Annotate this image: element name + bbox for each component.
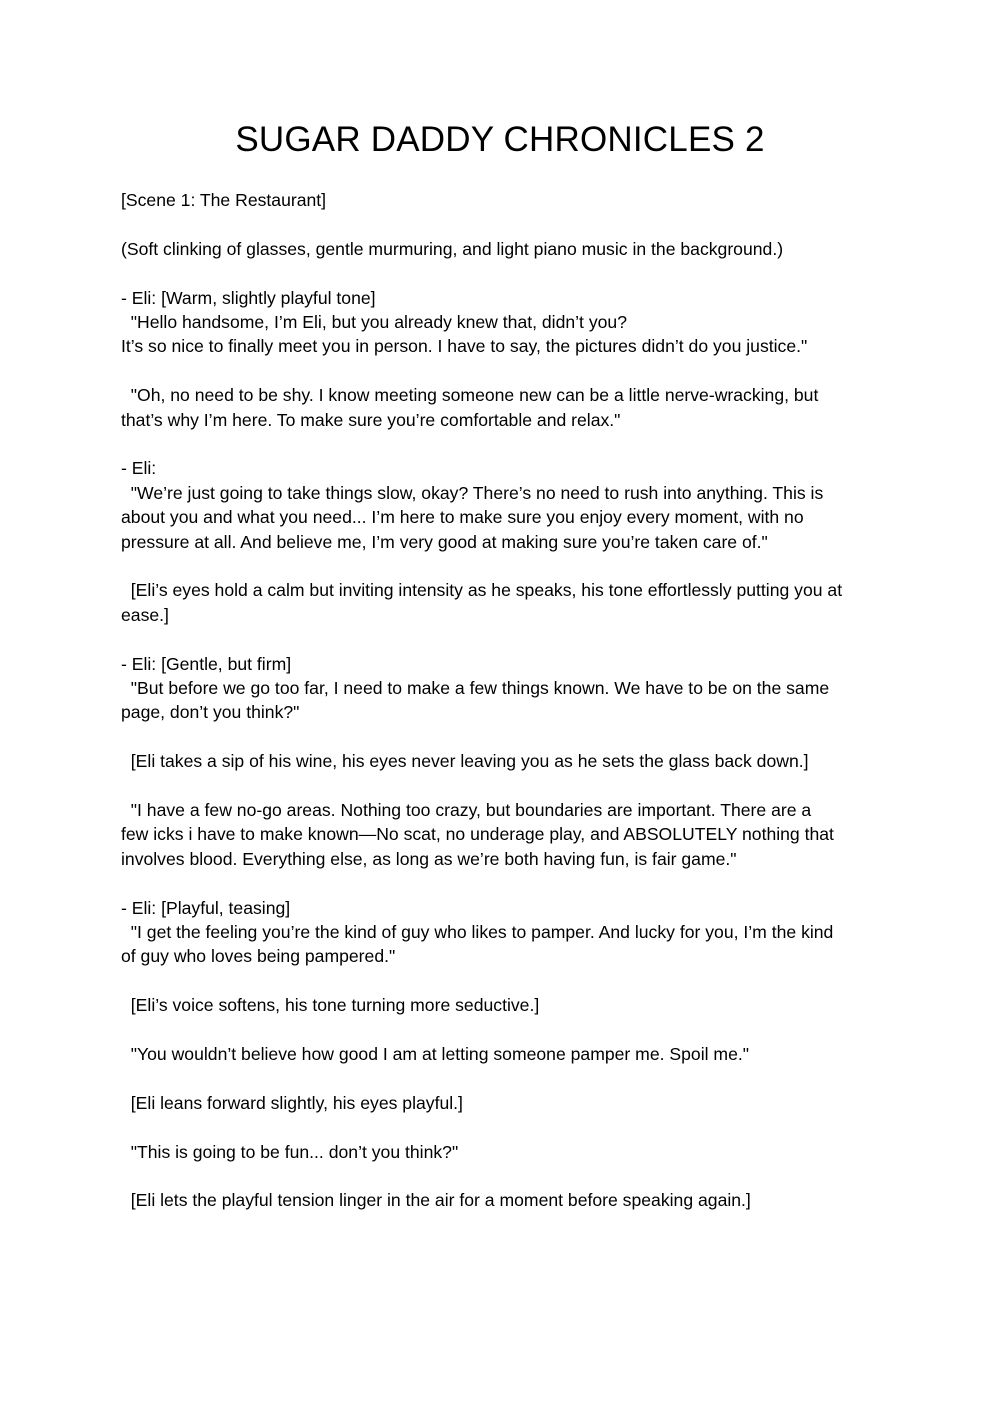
text-line: - Eli: [Gentle, but firm]	[121, 653, 292, 674]
paragraph	[121, 1140, 891, 1164]
paragraph	[121, 652, 891, 725]
text-line: ease.]	[121, 604, 169, 625]
text-line: pressure at all. And believe me, I’m very good at making sure you’re taken care of."	[121, 531, 768, 552]
paragraph	[121, 993, 891, 1017]
paragraph	[121, 286, 891, 359]
text-line: "You wouldn’t believe how good I am at letting someone pamper me. Spoil me."	[121, 1044, 749, 1065]
paragraph	[121, 798, 891, 871]
text-line: "Hello handsome, I’m Eli, but you already knew that, didn’t you?	[121, 312, 627, 332]
text-line: - Eli: [Warm, slightly playful tone]	[121, 287, 376, 308]
paragraph	[121, 188, 891, 212]
text-line: [Eli’s eyes hold a calm but inviting intensity as he speaks, his tone effortlessly putting you at	[121, 580, 843, 601]
text-line: "We’re just going to take things slow, okay? There’s no need to rush into anything. This is	[121, 482, 824, 503]
text-line: "This is going to be fun... don’t you think?"	[121, 1141, 459, 1162]
text-line: "I get the feeling you’re the kind of guy who likes to pamper. And lucky for you, I’m the kind	[121, 922, 834, 943]
text-line: It’s so nice to finally meet you in person. I have to say, the pictures didn’t do you justice."	[121, 336, 808, 357]
text-line: "I have a few no-go areas. Nothing too crazy, but boundaries are important. There are a	[121, 800, 812, 821]
text-line: [Scene 1: The Restaurant]	[121, 190, 327, 210]
paragraph	[121, 383, 891, 432]
paragraph	[121, 1042, 891, 1066]
paragraph	[121, 896, 891, 969]
text-line: [Eli leans forward slightly, his eyes playful.]	[121, 1092, 463, 1113]
paragraph	[121, 1188, 891, 1212]
text-line: that’s why I’m here. To make sure you’re comfortable and relax."	[121, 409, 621, 430]
paragraph	[121, 578, 891, 627]
text-line: few icks i have to make known—No scat, no underage play, and ABSOLUTELY nothing that	[121, 824, 834, 845]
text-line: involves blood. Everything else, as long as we’re both having fun, is fair game."	[121, 848, 737, 869]
text-line: page, don’t you think?"	[121, 702, 300, 723]
text-line: "But before we go too far, I need to make a few things known. We have to be on the same	[121, 678, 830, 699]
text-line: [Eli lets the playful tension linger in the air for a moment before speaking again.]	[121, 1190, 751, 1211]
paragraph	[121, 237, 891, 261]
paragraph	[121, 1091, 891, 1115]
text-line: (Soft clinking of glasses, gentle murmuring, and light piano music in the background.)	[121, 238, 784, 259]
text-line: [Eli takes a sip of his wine, his eyes never leaving you as he sets the glass back down.]	[121, 751, 809, 772]
paragraph	[121, 456, 891, 554]
text-line: "Oh, no need to be shy. I know meeting someone new can be a little nerve-wracking, but	[121, 385, 819, 406]
document-body	[121, 188, 891, 1237]
text-line: - Eli: [Playful, teasing]	[121, 897, 291, 918]
paragraph	[121, 749, 891, 773]
document-title: SUGAR DADDY CHRONICLES 2	[235, 120, 765, 159]
text-line: [Eli’s voice softens, his tone turning more seductive.]	[121, 995, 540, 1016]
text-line: - Eli:	[121, 458, 157, 479]
text-line: about you and what you need... I’m here to make sure you enjoy every moment, with no	[121, 507, 804, 528]
text-line: of guy who loves being pampered."	[121, 946, 396, 967]
